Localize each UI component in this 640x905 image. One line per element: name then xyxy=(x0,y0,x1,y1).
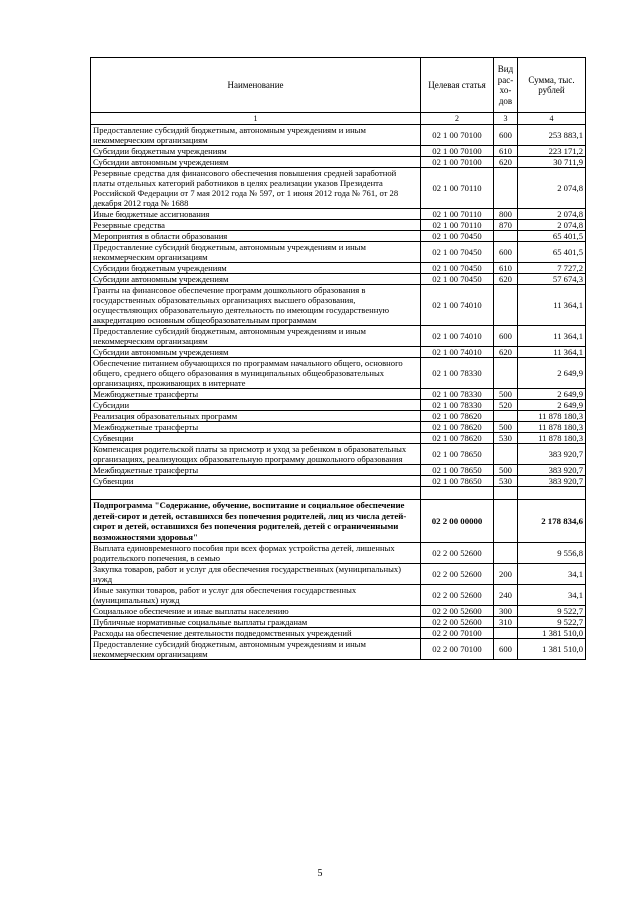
row-name: Субсидии бюджетным учреждениям xyxy=(91,146,421,157)
row-sum: 57 674,3 xyxy=(518,274,586,285)
header-type: Вид рас-хо-дов xyxy=(494,58,518,113)
table-header-row xyxy=(91,58,586,113)
row-code: 02 1 00 70450 xyxy=(421,242,494,263)
spacer-row xyxy=(91,487,586,500)
row-type: 610 xyxy=(494,146,518,157)
header-code: Целевая статья xyxy=(421,58,494,113)
row-sum: 34,1 xyxy=(518,564,586,585)
table-row xyxy=(91,444,586,465)
row-type: 530 xyxy=(494,433,518,444)
row-sum: 11 364,1 xyxy=(518,326,586,347)
row-name: Резервные средства для финансового обеспечения повышения средней заработной платы отдельных категорий работников в целях реализации указов Президента Российской Федерации от 7 мая 2012 года № 597, от 1 июня 2012 года № 761, от 28 декабря 2012 года № 1688 xyxy=(91,168,421,209)
row-type: 500 xyxy=(494,389,518,400)
row-type xyxy=(494,285,518,326)
row-code: 02 1 00 70100 xyxy=(421,157,494,168)
row-sum: 1 381 510,0 xyxy=(518,639,586,660)
row-name: Иные бюджетные ассигнования xyxy=(91,209,421,220)
row-sum: 2 649,9 xyxy=(518,389,586,400)
row-code: 02 1 00 70110 xyxy=(421,168,494,209)
row-code: 02 1 00 78330 xyxy=(421,389,494,400)
row-name: Субсидии автономным учреждениям xyxy=(91,274,421,285)
row-type xyxy=(494,411,518,422)
table-row xyxy=(91,476,586,487)
row-type: 500 xyxy=(494,422,518,433)
row-code: 02 1 00 70450 xyxy=(421,231,494,242)
row-name: Иные закупки товаров, работ и услуг для обеспечения государственных (муниципальных) нужд xyxy=(91,585,421,606)
row-type: 620 xyxy=(494,157,518,168)
row-code: 02 2 00 52600 xyxy=(421,606,494,617)
column-number-row xyxy=(91,113,586,125)
table-row xyxy=(91,411,586,422)
row-sum: 11 878 180,3 xyxy=(518,433,586,444)
row-name: Обеспечение питанием обучающихся по программам начального общего, основного общего, среднего общего образования в муниципальных общеобразовательных организациях, проживающих в интернате xyxy=(91,358,421,389)
row-sum xyxy=(518,487,586,500)
row-type: 600 xyxy=(494,242,518,263)
row-code: 02 1 00 74010 xyxy=(421,285,494,326)
row-sum: 223 171,2 xyxy=(518,146,586,157)
row-type: 530 xyxy=(494,476,518,487)
row-type: 600 xyxy=(494,326,518,347)
table-row xyxy=(91,326,586,347)
table-row xyxy=(91,125,586,146)
table-row xyxy=(91,358,586,389)
table-row xyxy=(91,263,586,274)
row-sum: 253 883,1 xyxy=(518,125,586,146)
row-type xyxy=(494,628,518,639)
row-sum: 2 649,9 xyxy=(518,400,586,411)
row-type xyxy=(494,487,518,500)
row-type: 500 xyxy=(494,465,518,476)
row-name: Расходы на обеспечение деятельности подведомственных учреждений xyxy=(91,628,421,639)
row-type: 310 xyxy=(494,617,518,628)
row-sum: 2 074,8 xyxy=(518,168,586,209)
row-code: 02 1 00 70100 xyxy=(421,146,494,157)
budget-table xyxy=(90,57,586,660)
row-name xyxy=(91,487,421,500)
table-row xyxy=(91,168,586,209)
row-name: Закупка товаров, работ и услуг для обеспечения государственных (муниципальных) нужд xyxy=(91,564,421,585)
row-name: Резервные средства xyxy=(91,220,421,231)
row-type: 240 xyxy=(494,585,518,606)
row-code xyxy=(421,487,494,500)
row-name: Субсидии бюджетным учреждениям xyxy=(91,263,421,274)
row-type xyxy=(494,444,518,465)
row-type: 200 xyxy=(494,564,518,585)
row-code: 02 1 00 78650 xyxy=(421,476,494,487)
row-code: 02 1 00 70450 xyxy=(421,274,494,285)
row-name: Предоставление субсидий бюджетным, автономным учреждениям и иным некоммерческим организациям xyxy=(91,326,421,347)
table-row xyxy=(91,422,586,433)
row-type xyxy=(494,358,518,389)
table-row xyxy=(91,389,586,400)
row-sum: 2 074,8 xyxy=(518,220,586,231)
row-sum: 9 522,7 xyxy=(518,606,586,617)
table-row xyxy=(91,628,586,639)
header-sum: Сумма, тыс. рублей xyxy=(518,58,586,113)
row-code: 02 1 00 78650 xyxy=(421,465,494,476)
table-row xyxy=(91,543,586,564)
row-code: 02 2 00 52600 xyxy=(421,543,494,564)
header-name: Наименование xyxy=(91,58,421,113)
table-row xyxy=(91,585,586,606)
row-name: Субсидии автономным учреждениям xyxy=(91,347,421,358)
row-name: Субсидии автономным учреждениям xyxy=(91,157,421,168)
table-row xyxy=(91,274,586,285)
row-type: 620 xyxy=(494,347,518,358)
row-code: 02 1 00 70110 xyxy=(421,220,494,231)
table-row xyxy=(91,285,586,326)
column-number: 4 xyxy=(518,113,586,125)
row-code: 02 1 00 74010 xyxy=(421,347,494,358)
row-sum: 383 920,7 xyxy=(518,476,586,487)
row-sum: 383 920,7 xyxy=(518,465,586,476)
row-type: 300 xyxy=(494,606,518,617)
table-row xyxy=(91,231,586,242)
row-name: Субвенции xyxy=(91,433,421,444)
table-row xyxy=(91,606,586,617)
row-name: Предоставление субсидий бюджетным, автономным учреждениям и иным некоммерческим организациям xyxy=(91,125,421,146)
table-row xyxy=(91,146,586,157)
row-sum: 30 711,9 xyxy=(518,157,586,168)
row-code: 02 1 00 70100 xyxy=(421,125,494,146)
row-name: Межбюджетные трансферты xyxy=(91,389,421,400)
table-row xyxy=(91,242,586,263)
row-sum: 11 364,1 xyxy=(518,285,586,326)
page-number: 5 xyxy=(317,868,323,879)
row-code: 02 2 00 52600 xyxy=(421,564,494,585)
row-type: 870 xyxy=(494,220,518,231)
table-row xyxy=(91,347,586,358)
row-sum: 9 556,8 xyxy=(518,543,586,564)
row-sum: 65 401,5 xyxy=(518,242,586,263)
row-type: 600 xyxy=(494,639,518,660)
table-row xyxy=(91,157,586,168)
row-name: Выплата единовременного пособия при всех формах устройства детей, лишенных родительского попечения, в семью xyxy=(91,543,421,564)
row-type: 620 xyxy=(494,274,518,285)
row-name: Межбюджетные трансферты xyxy=(91,422,421,433)
column-number: 2 xyxy=(421,113,494,125)
row-sum: 2 178 834,6 xyxy=(518,500,586,543)
row-name: Реализация образовательных программ xyxy=(91,411,421,422)
table-row xyxy=(91,220,586,231)
row-name: Гранты на финансовое обеспечение программ дошкольного образования в государственных образовательных организациях высшего образования, осуществляющих образовательную деятельность по имеющим государственную аккредитацию основным общеобразовательным программам xyxy=(91,285,421,326)
row-type xyxy=(494,543,518,564)
row-code: 02 2 00 00000 xyxy=(421,500,494,543)
row-sum: 34,1 xyxy=(518,585,586,606)
row-sum: 2 074,8 xyxy=(518,209,586,220)
row-sum: 1 381 510,0 xyxy=(518,628,586,639)
row-code: 02 1 00 74010 xyxy=(421,326,494,347)
row-sum: 9 522,7 xyxy=(518,617,586,628)
row-sum: 11 364,1 xyxy=(518,347,586,358)
row-code: 02 1 00 70450 xyxy=(421,263,494,274)
row-name: Субсидии xyxy=(91,400,421,411)
row-name: Компенсация родительской платы за присмотр и уход за ребенком в образовательных организациях, реализующих образовательную программу дошкольного образования xyxy=(91,444,421,465)
row-code: 02 2 00 52600 xyxy=(421,585,494,606)
row-code: 02 2 00 70100 xyxy=(421,639,494,660)
row-name: Субвенции xyxy=(91,476,421,487)
table-row xyxy=(91,465,586,476)
row-sum: 11 878 180,3 xyxy=(518,411,586,422)
row-type xyxy=(494,231,518,242)
row-code: 02 1 00 70110 xyxy=(421,209,494,220)
table-row xyxy=(91,617,586,628)
row-sum: 7 727,2 xyxy=(518,263,586,274)
row-code: 02 1 00 78650 xyxy=(421,444,494,465)
row-code: 02 1 00 78620 xyxy=(421,422,494,433)
table-row xyxy=(91,433,586,444)
column-number: 1 xyxy=(91,113,421,125)
row-code: 02 1 00 78620 xyxy=(421,411,494,422)
row-type: 800 xyxy=(494,209,518,220)
row-type xyxy=(494,168,518,209)
table-row xyxy=(91,639,586,660)
row-sum: 65 401,5 xyxy=(518,231,586,242)
row-name: Предоставление субсидий бюджетным, автономным учреждениям и иным некоммерческим организациям xyxy=(91,639,421,660)
row-code: 02 2 00 70100 xyxy=(421,628,494,639)
row-sum: 11 878 180,3 xyxy=(518,422,586,433)
row-code: 02 1 00 78330 xyxy=(421,400,494,411)
row-name: Подпрограмма "Содержание, обучение, воспитание и социальное обеспечение детей-сирот и детей, оставшихся без попечения родителей, лиц из числа детей-сирот и детей, оставшихся без попечения родителей, детей с ограниченными возможностями здоровья" xyxy=(91,500,421,543)
row-name: Межбюджетные трансферты xyxy=(91,465,421,476)
table-row xyxy=(91,400,586,411)
row-code: 02 1 00 78330 xyxy=(421,358,494,389)
row-name: Публичные нормативные социальные выплаты гражданам xyxy=(91,617,421,628)
row-type: 520 xyxy=(494,400,518,411)
row-type xyxy=(494,500,518,543)
row-sum: 2 649,9 xyxy=(518,358,586,389)
row-type: 600 xyxy=(494,125,518,146)
row-code: 02 1 00 78620 xyxy=(421,433,494,444)
table-row xyxy=(91,500,586,543)
row-name: Социальное обеспечение и иные выплаты населению xyxy=(91,606,421,617)
table-row xyxy=(91,564,586,585)
row-sum: 383 920,7 xyxy=(518,444,586,465)
row-code: 02 2 00 52600 xyxy=(421,617,494,628)
row-type: 610 xyxy=(494,263,518,274)
table-row xyxy=(91,209,586,220)
row-name: Предоставление субсидий бюджетным, автономным учреждениям и иным некоммерческим организациям xyxy=(91,242,421,263)
column-number: 3 xyxy=(494,113,518,125)
row-name: Мероприятия в области образования xyxy=(91,231,421,242)
